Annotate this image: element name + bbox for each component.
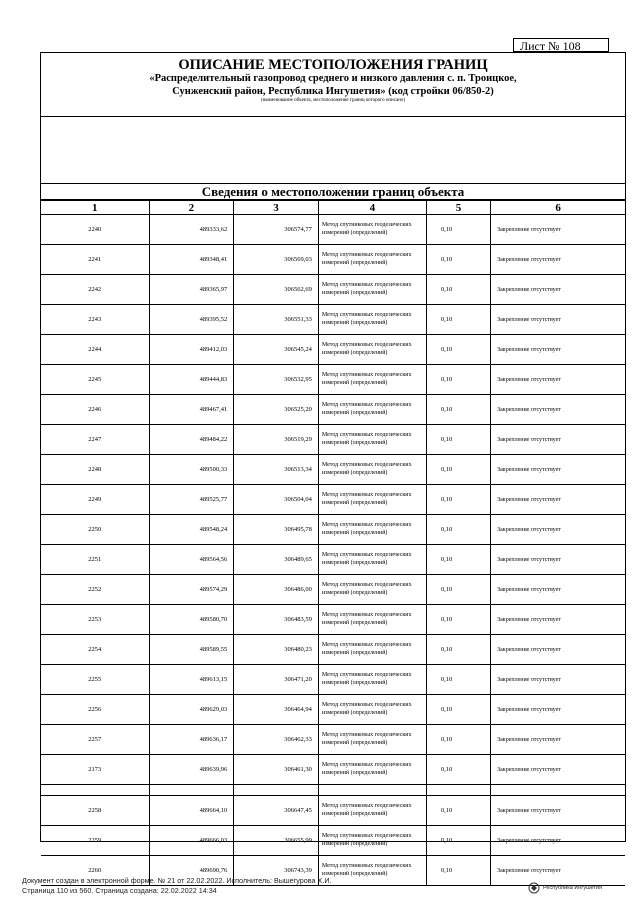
table-row bbox=[41, 635, 625, 665]
fixation-cell: Закрепление отсутствует bbox=[491, 215, 625, 245]
table-row bbox=[41, 545, 625, 575]
column-header: 4 bbox=[318, 201, 426, 215]
x-coordinate-cell: 489589,55 bbox=[149, 635, 234, 665]
x-coordinate-cell: 489636,17 bbox=[149, 725, 234, 755]
table-row bbox=[41, 335, 625, 365]
empty-cell bbox=[491, 785, 625, 796]
point-number-cell: 2257 bbox=[41, 725, 149, 755]
method-cell: Метод спутниковых геодезических измерений (определений) bbox=[318, 515, 426, 545]
y-coordinate-cell: 306743,39 bbox=[234, 856, 319, 886]
point-number-cell: 2254 bbox=[41, 635, 149, 665]
x-coordinate-cell: 489629,03 bbox=[149, 695, 234, 725]
point-number-cell: 2252 bbox=[41, 575, 149, 605]
method-cell: Метод спутниковых геодезических измерений (определений) bbox=[318, 395, 426, 425]
y-coordinate-cell: 306489,65 bbox=[234, 545, 319, 575]
fixation-cell: Закрепление отсутствует bbox=[491, 245, 625, 275]
table-row bbox=[41, 275, 625, 305]
precision-cell: 0,10 bbox=[426, 245, 490, 275]
document-frame bbox=[40, 52, 626, 877]
point-number-cell: 2241 bbox=[41, 245, 149, 275]
table-row bbox=[41, 796, 625, 826]
y-coordinate-cell: 306462,33 bbox=[234, 725, 319, 755]
footer-line-1: Документ создан в электронной форме. № 21 от 22.02.2022. Исполнитель: Вышегурова Х.И. bbox=[22, 876, 332, 885]
point-number-cell: 2249 bbox=[41, 485, 149, 515]
fixation-cell: Закрепление отсутствует bbox=[491, 605, 625, 635]
x-coordinate-cell: 489484,22 bbox=[149, 425, 234, 455]
x-coordinate-cell: 489348,41 bbox=[149, 245, 234, 275]
point-number-cell: 2250 bbox=[41, 515, 149, 545]
method-cell: Метод спутниковых геодезических измерений (определений) bbox=[318, 665, 426, 695]
y-coordinate-cell: 306471,20 bbox=[234, 665, 319, 695]
x-coordinate-cell: 489580,70 bbox=[149, 605, 234, 635]
precision-cell: 0,10 bbox=[426, 575, 490, 605]
coat-of-arms-icon bbox=[528, 882, 540, 894]
method-cell: Метод спутниковых геодезических измерений (определений) bbox=[318, 455, 426, 485]
empty-cell bbox=[149, 785, 234, 796]
method-cell: Метод спутниковых геодезических измерений (определений) bbox=[318, 485, 426, 515]
precision-cell: 0,10 bbox=[426, 605, 490, 635]
method-cell: Метод спутниковых геодезических измерений (определений) bbox=[318, 425, 426, 455]
table-row bbox=[41, 455, 625, 485]
precision-cell: 0,10 bbox=[426, 695, 490, 725]
x-coordinate-cell: 489664,10 bbox=[149, 796, 234, 826]
precision-cell: 0,10 bbox=[426, 485, 490, 515]
footer bbox=[22, 876, 332, 896]
x-coordinate-cell: 489613,15 bbox=[149, 665, 234, 695]
y-coordinate-cell: 306464,94 bbox=[234, 695, 319, 725]
precision-cell: 0,10 bbox=[426, 796, 490, 826]
x-coordinate-cell: 489365,97 bbox=[149, 275, 234, 305]
point-number-cell: 2256 bbox=[41, 695, 149, 725]
point-number-cell: 2246 bbox=[41, 395, 149, 425]
table-row bbox=[41, 575, 625, 605]
fixation-cell: Закрепление отсутствует bbox=[491, 305, 625, 335]
method-cell: Метод спутниковых геодезических измерений (определений) bbox=[318, 575, 426, 605]
precision-cell: 0,10 bbox=[426, 215, 490, 245]
method-cell: Метод спутниковых геодезических измерений (определений) bbox=[318, 605, 426, 635]
precision-cell: 0,10 bbox=[426, 515, 490, 545]
point-number-cell: 2242 bbox=[41, 275, 149, 305]
x-coordinate-cell: 489500,33 bbox=[149, 455, 234, 485]
precision-cell: 0,10 bbox=[426, 545, 490, 575]
table-row bbox=[41, 695, 625, 725]
footer-logo bbox=[528, 882, 602, 894]
object-name-line-1: «Распределительный газопровод среднего и низкого давления с. п. Троицкое, bbox=[149, 73, 517, 84]
fixation-cell: Закрепление отсутствует bbox=[491, 665, 625, 695]
table-row bbox=[41, 395, 625, 425]
method-cell: Метод спутниковых геодезических измерений (определений) bbox=[318, 826, 426, 856]
point-number-cell: 2251 bbox=[41, 545, 149, 575]
fixation-cell: Закрепление отсутствует bbox=[491, 515, 625, 545]
x-coordinate-cell: 489525,77 bbox=[149, 485, 234, 515]
precision-cell: 0,10 bbox=[426, 305, 490, 335]
y-coordinate-cell: 306647,45 bbox=[234, 796, 319, 826]
table-row bbox=[41, 826, 625, 856]
fixation-cell: Закрепление отсутствует bbox=[491, 275, 625, 305]
method-cell: Метод спутниковых геодезических измерений (определений) bbox=[318, 796, 426, 826]
y-coordinate-cell: 306532,95 bbox=[234, 365, 319, 395]
precision-cell: 0,10 bbox=[426, 856, 490, 886]
table-row bbox=[41, 755, 625, 785]
table-row bbox=[41, 665, 625, 695]
fixation-cell: Закрепление отсутствует bbox=[491, 395, 625, 425]
section-title: Сведения о местоположении границ объекта bbox=[41, 184, 625, 200]
x-coordinate-cell: 489690,76 bbox=[149, 856, 234, 886]
point-number-cell: 2253 bbox=[41, 605, 149, 635]
y-coordinate-cell: 306655,99 bbox=[234, 826, 319, 856]
point-number-cell: 2259 bbox=[41, 826, 149, 856]
x-coordinate-cell: 489639,96 bbox=[149, 755, 234, 785]
method-cell: Метод спутниковых геодезических измерений (определений) bbox=[318, 305, 426, 335]
method-cell: Метод спутниковых геодезических измерений (определений) bbox=[318, 755, 426, 785]
fixation-cell: Закрепление отсутствует bbox=[491, 335, 625, 365]
precision-cell: 0,10 bbox=[426, 725, 490, 755]
table-row bbox=[41, 725, 625, 755]
point-number-cell: 2247 bbox=[41, 425, 149, 455]
fixation-cell: Закрепление отсутствует bbox=[491, 575, 625, 605]
column-header: 3 bbox=[234, 201, 319, 215]
table-row bbox=[41, 515, 625, 545]
empty-cell bbox=[426, 785, 490, 796]
table-header-row bbox=[41, 201, 625, 215]
method-cell: Метод спутниковых геодезических измерений (определений) bbox=[318, 545, 426, 575]
table-row bbox=[41, 425, 625, 455]
empty-cell bbox=[234, 785, 319, 796]
y-coordinate-cell: 306574,77 bbox=[234, 215, 319, 245]
table-row bbox=[41, 215, 625, 245]
table-row bbox=[41, 485, 625, 515]
fixation-cell: Закрепление отсутствует bbox=[491, 796, 625, 826]
point-number-cell: 2260 bbox=[41, 856, 149, 886]
method-cell: Метод спутниковых геодезических измерений (определений) bbox=[318, 635, 426, 665]
x-coordinate-cell: 489412,03 bbox=[149, 335, 234, 365]
x-coordinate-cell: 489444,83 bbox=[149, 365, 234, 395]
y-coordinate-cell: 306569,03 bbox=[234, 245, 319, 275]
precision-cell: 0,10 bbox=[426, 365, 490, 395]
method-cell: Метод спутниковых геодезических измерений (определений) bbox=[318, 365, 426, 395]
precision-cell: 0,10 bbox=[426, 275, 490, 305]
blank-area bbox=[41, 117, 625, 184]
method-cell: Метод спутниковых геодезических измерений (определений) bbox=[318, 215, 426, 245]
object-name-note: (наименование объекта, местоположение границ которого описано) bbox=[260, 98, 406, 103]
x-coordinate-cell: 489548,24 bbox=[149, 515, 234, 545]
y-coordinate-cell: 306483,59 bbox=[234, 605, 319, 635]
y-coordinate-cell: 306525,20 bbox=[234, 395, 319, 425]
y-coordinate-cell: 306513,34 bbox=[234, 455, 319, 485]
table-row bbox=[41, 245, 625, 275]
table-gap-row bbox=[41, 785, 625, 796]
precision-cell: 0,10 bbox=[426, 635, 490, 665]
point-number-cell: 2258 bbox=[41, 796, 149, 826]
column-header: 6 bbox=[491, 201, 625, 215]
x-coordinate-cell: 489564,56 bbox=[149, 545, 234, 575]
fixation-cell: Закрепление отсутствует bbox=[491, 635, 625, 665]
method-cell: Метод спутниковых геодезических измерений (определений) bbox=[318, 335, 426, 365]
precision-cell: 0,10 bbox=[426, 425, 490, 455]
method-cell: Метод спутниковых геодезических измерений (определений) bbox=[318, 725, 426, 755]
table-row bbox=[41, 365, 625, 395]
empty-cell bbox=[318, 785, 426, 796]
precision-cell: 0,10 bbox=[426, 455, 490, 485]
fixation-cell: Закрепление отсутствует bbox=[491, 725, 625, 755]
y-coordinate-cell: 306551,33 bbox=[234, 305, 319, 335]
y-coordinate-cell: 306486,00 bbox=[234, 575, 319, 605]
x-coordinate-cell: 489467,41 bbox=[149, 395, 234, 425]
point-number-cell: 2244 bbox=[41, 335, 149, 365]
fixation-cell: Закрепление отсутствует bbox=[491, 856, 625, 886]
empty-cell bbox=[41, 785, 149, 796]
precision-cell: 0,10 bbox=[426, 395, 490, 425]
footer-logo-text: Республика Ингушетия bbox=[543, 885, 602, 891]
fixation-cell: Закрепление отсутствует bbox=[491, 755, 625, 785]
x-coordinate-cell: 489574,29 bbox=[149, 575, 234, 605]
y-coordinate-cell: 306562,69 bbox=[234, 275, 319, 305]
table-row bbox=[41, 605, 625, 635]
precision-cell: 0,10 bbox=[426, 755, 490, 785]
footer-line-2: Страница 110 из 560. Страница создана: 22.02.2022 14:34 bbox=[22, 886, 217, 895]
object-name-line-2: Сунженский район, Республика Ингушетия» (код стройки 06/850-2) bbox=[172, 85, 494, 97]
y-coordinate-cell: 306504,04 bbox=[234, 485, 319, 515]
table-row bbox=[41, 305, 625, 335]
x-coordinate-cell: 489666,03 bbox=[149, 826, 234, 856]
column-header: 5 bbox=[426, 201, 490, 215]
fixation-cell: Закрепление отсутствует bbox=[491, 455, 625, 485]
y-coordinate-cell: 306495,78 bbox=[234, 515, 319, 545]
column-header: 1 bbox=[41, 201, 149, 215]
point-number-cell: 2245 bbox=[41, 365, 149, 395]
precision-cell: 0,10 bbox=[426, 335, 490, 365]
method-cell: Метод спутниковых геодезических измерений (определений) bbox=[318, 856, 426, 886]
boundary-table bbox=[41, 200, 625, 886]
fixation-cell: Закрепление отсутствует bbox=[491, 826, 625, 856]
point-number-cell: 2243 bbox=[41, 305, 149, 335]
method-cell: Метод спутниковых геодезических измерений (определений) bbox=[318, 275, 426, 305]
sheet-number: Лист № 108 bbox=[513, 38, 609, 52]
y-coordinate-cell: 306461,30 bbox=[234, 755, 319, 785]
method-cell: Метод спутниковых геодезических измерений (определений) bbox=[318, 695, 426, 725]
fixation-cell: Закрепление отсутствует bbox=[491, 695, 625, 725]
method-cell: Метод спутниковых геодезических измерений (определений) bbox=[318, 245, 426, 275]
point-number-cell: 2173 bbox=[41, 755, 149, 785]
column-header: 2 bbox=[149, 201, 234, 215]
precision-cell: 0,10 bbox=[426, 665, 490, 695]
y-coordinate-cell: 306545,24 bbox=[234, 335, 319, 365]
fixation-cell: Закрепление отсутствует bbox=[491, 485, 625, 515]
document-header bbox=[41, 53, 625, 117]
point-number-cell: 2240 bbox=[41, 215, 149, 245]
document-title: ОПИСАНИЕ МЕСТОПОЛОЖЕНИЯ ГРАНИЦ bbox=[178, 57, 488, 73]
point-number-cell: 2248 bbox=[41, 455, 149, 485]
precision-cell: 0,10 bbox=[426, 826, 490, 856]
fixation-cell: Закрепление отсутствует bbox=[491, 365, 625, 395]
fixation-cell: Закрепление отсутствует bbox=[491, 425, 625, 455]
y-coordinate-cell: 306519,29 bbox=[234, 425, 319, 455]
x-coordinate-cell: 489395,52 bbox=[149, 305, 234, 335]
x-coordinate-cell: 489333,62 bbox=[149, 215, 234, 245]
point-number-cell: 2255 bbox=[41, 665, 149, 695]
fixation-cell: Закрепление отсутствует bbox=[491, 545, 625, 575]
y-coordinate-cell: 306480,23 bbox=[234, 635, 319, 665]
